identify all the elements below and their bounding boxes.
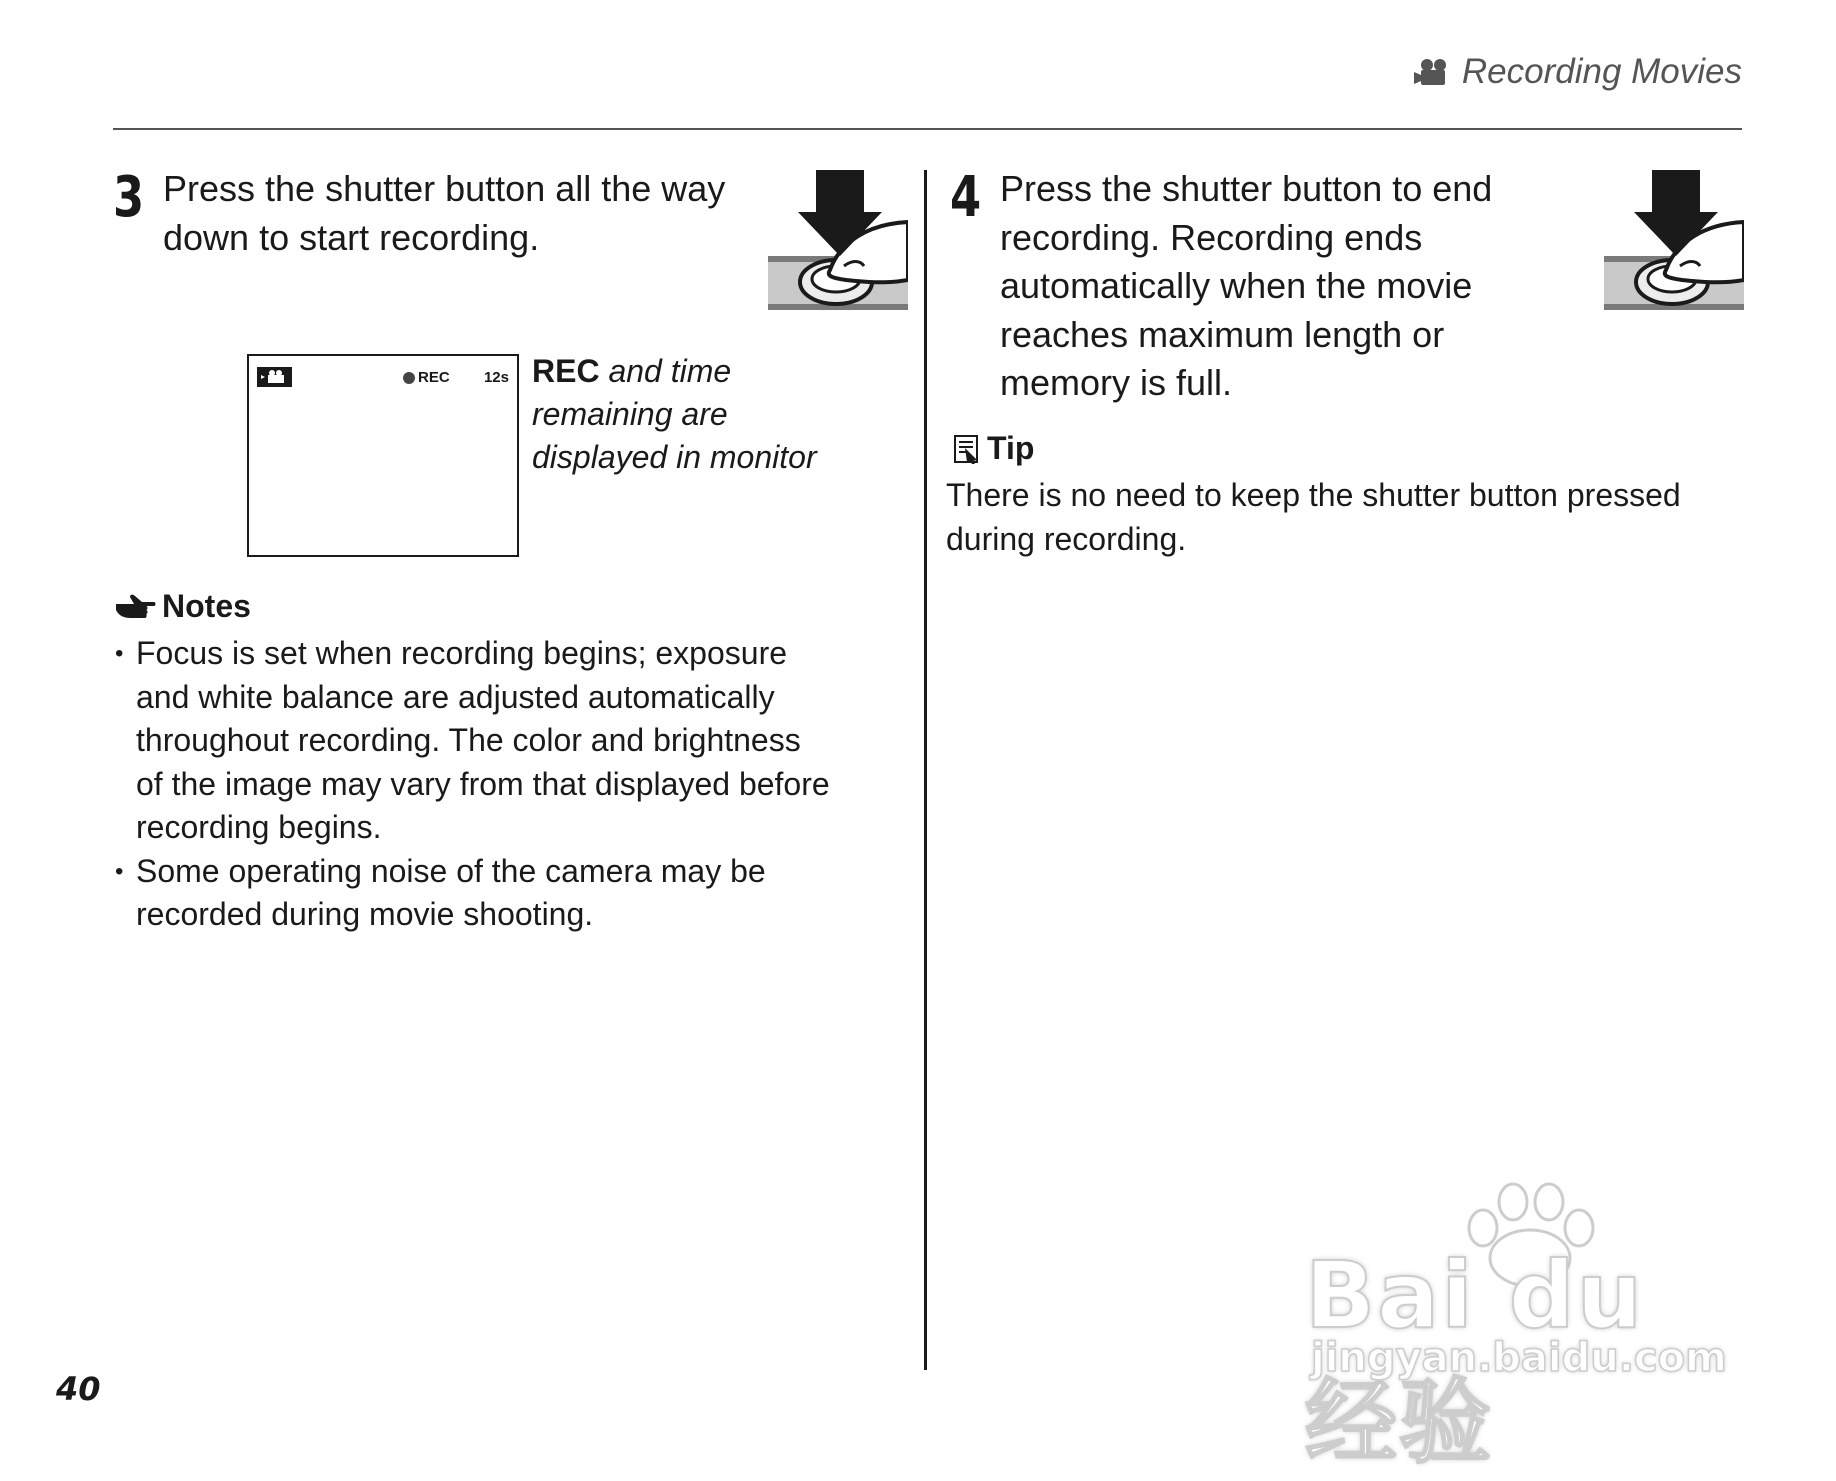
section-title: Recording Movies bbox=[1461, 52, 1742, 91]
header-rule bbox=[113, 128, 1742, 130]
rec-indicator: REC bbox=[403, 369, 450, 386]
tip-heading: Tip bbox=[953, 430, 1034, 467]
step-4-text: Press the shutter button to end recording. Recording ends automatically when the movie reaches maximum length or memory is full. bbox=[1000, 168, 1493, 403]
movie-camera-icon bbox=[1414, 57, 1452, 87]
watermark bbox=[1305, 1180, 1745, 1476]
column-divider bbox=[924, 170, 927, 1370]
list-item: • Some operating noise of the camera may be recorded during movie shooting. bbox=[115, 852, 766, 932]
tip-text: There is no need to keep the shutter button pressed during recording. bbox=[946, 477, 1681, 557]
list-item: • Focus is set when recording begins; exposure and white balance are adjusted automatically throughout recording. The color and brightness of the image may vary from that displayed before recording begins. bbox=[115, 635, 830, 845]
time-remaining: 12s bbox=[483, 369, 509, 386]
monitor-caption: REC and time remaining are displayed in monitor bbox=[532, 353, 817, 475]
shutter-press-illustration bbox=[1604, 170, 1744, 320]
step-4-number: 4 bbox=[950, 165, 982, 230]
notes-heading: Notes bbox=[116, 588, 251, 625]
rec-dot-icon bbox=[403, 372, 415, 384]
notes-list bbox=[113, 632, 873, 937]
pointing-hand-icon bbox=[116, 594, 156, 620]
shutter-press-illustration bbox=[768, 170, 908, 320]
monitor-display bbox=[247, 354, 519, 557]
running-header bbox=[1414, 52, 1742, 92]
step-3-text: Press the shutter button all the way down to start recording. bbox=[163, 168, 726, 258]
movie-mode-icon bbox=[257, 367, 292, 387]
step-3-number: 3 bbox=[113, 165, 145, 230]
watermark-url: jingyan.baidu.com bbox=[1311, 1335, 1727, 1381]
tip-note-icon bbox=[953, 434, 981, 464]
page-number: 40 bbox=[56, 1370, 101, 1408]
watermark-logo: Bai du 经验 bbox=[1305, 1242, 1645, 1476]
